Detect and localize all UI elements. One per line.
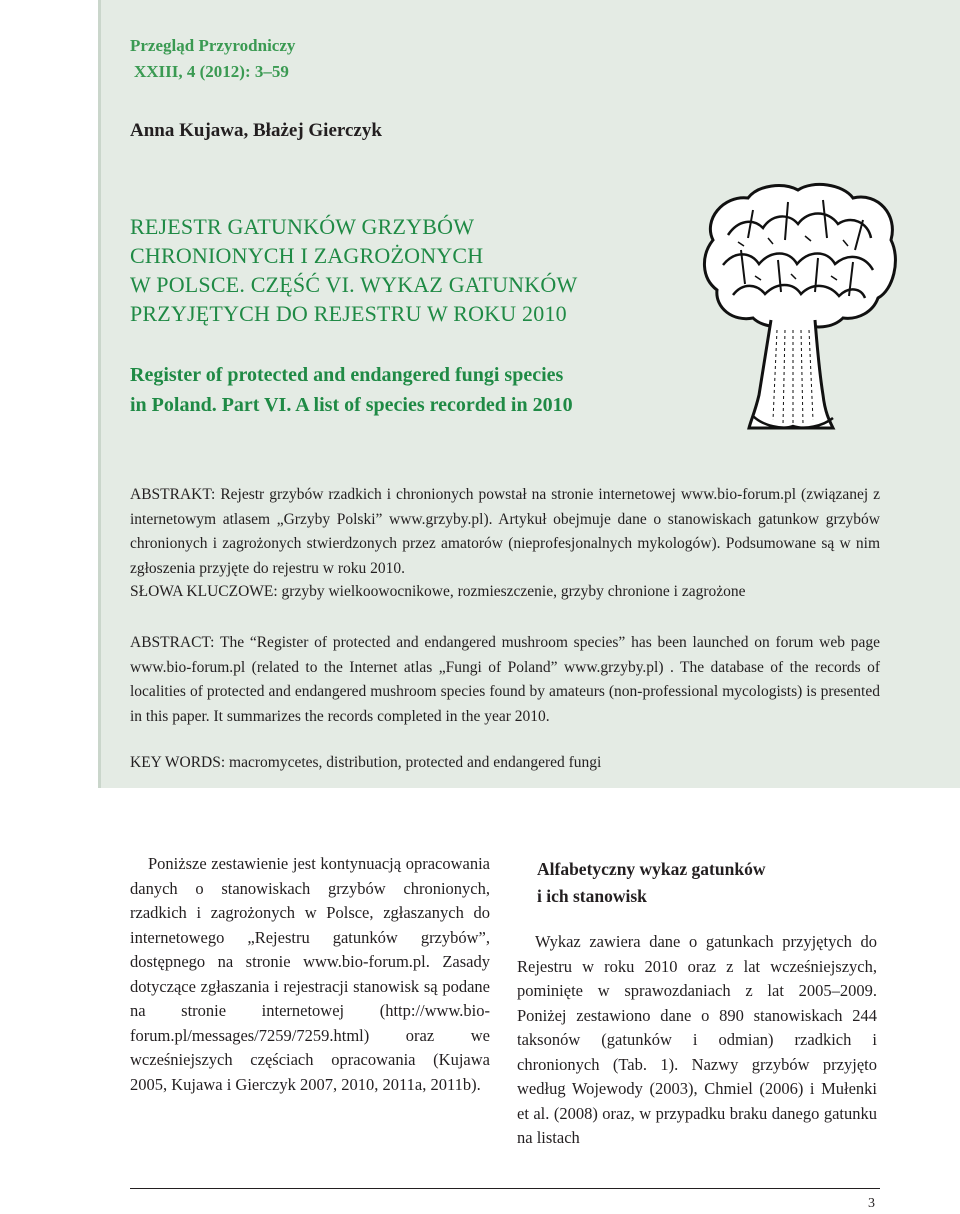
authors: Anna Kujawa, Błażej Gierczyk xyxy=(130,120,382,141)
title-polish xyxy=(130,212,690,328)
keywords-polish: SŁOWA KLUCZOWE: grzyby wielkoowocnikowe, rozmieszczenie, grzyby chronione i zagrożone xyxy=(130,583,746,600)
page-number: 3 xyxy=(868,1196,875,1211)
title-english xyxy=(130,360,690,420)
title-polish-line: CHRONIONYCH I ZAGROŻONYCH xyxy=(130,243,484,268)
abstract-polish: ABSTRAKT: Rejestr grzybów rzadkich i chronionych powstał na stronie internetowej www.bio-forum.pl (związanej z internetowym atlasem „Grzyby Polski” www.grzyby.pl). Artykuł obejmuje dane o stanowiskach gatunkow grzybów chronionych i zagrożonych stwierdzonych przez amatorów (nieprofesjonalnych mykologów). Podsumowane są w nim zgłoszenia przyjęte do rejestru w roku 2010. xyxy=(130,486,880,577)
title-english-line: in Poland. Part VI. A list of species recorded in 2010 xyxy=(130,394,573,416)
abstract-english: ABSTRACT: The “Register of protected and endangered mushroom species” has been launched on forum web page www.bio-forum.pl (related to the Internet atlas „Fungi of Poland” www.grzyby.pl) . The database of the records of localities of protected and endangered mushroom species found by amateurs (non-professional mycologists) is presented in this paper. It summarizes the records completed in the year 2010. xyxy=(130,634,880,725)
footer-rule xyxy=(130,1188,880,1189)
morel-mushroom-illustration xyxy=(693,180,901,432)
title-polish-line: REJESTR GATUNKÓW GRZYBÓW xyxy=(130,214,475,239)
section-heading-line: i ich stanowisk xyxy=(537,886,647,906)
body-left-column: Poniższe zestawienie jest kontynuacją opracowania danych o stanowiskach grzybów chronionych, rzadkich i zagrożonych w Polsce, zgłaszanych do internetowego „Rejestru gatunków grzybów”, dostępnego na stronie www.bio-forum.pl. Zasady dotyczące zgłaszania i rejestracji stanowisk są podane na stronie internetowej (http://www.bio-forum.pl/messages/7259/7259.html) oraz we wcześniejszych częściach opracowania (Kujawa 2005, Kujawa i Gierczyk 2007, 2010, 2011a, 2011b). xyxy=(130,854,490,1094)
journal-name: Przegląd Przyrodniczy xyxy=(130,36,296,55)
body-right-column: Wykaz zawiera dane o gatunkach przyjętych do Rejestru w roku 2010 oraz z lat wcześniejszych, pominięte w sprawozdaniach z lat 2005–2009. Poniżej zestawiono dane o 890 stanowiskach 244 taksonów (gatunków i odmian) rzadkich i chronionych (Tab. 1). Nazwy grzybów przyjęto według Wojewody (2003), Chmiel (2006) i Mułenki et al. (2008) oraz, w przypadku braku danego gatunku na listach xyxy=(517,932,877,1147)
title-polish-line: PRZYJĘTYCH DO REJESTRU W ROKU 2010 xyxy=(130,301,567,326)
keywords-english: KEY WORDS: macromycetes, distribution, protected and endangered fungi xyxy=(130,754,602,771)
title-polish-line: W POLSCE. CZĘŚĆ VI. WYKAZ GATUNKÓW xyxy=(130,272,578,297)
title-english-line: Register of protected and endangered fungi species xyxy=(130,364,564,386)
section-heading-line: Alfabetyczny wykaz gatunków xyxy=(537,859,766,879)
journal-issue: XXIII, 4 (2012): 3–59 xyxy=(134,62,289,81)
section-heading xyxy=(537,856,857,910)
